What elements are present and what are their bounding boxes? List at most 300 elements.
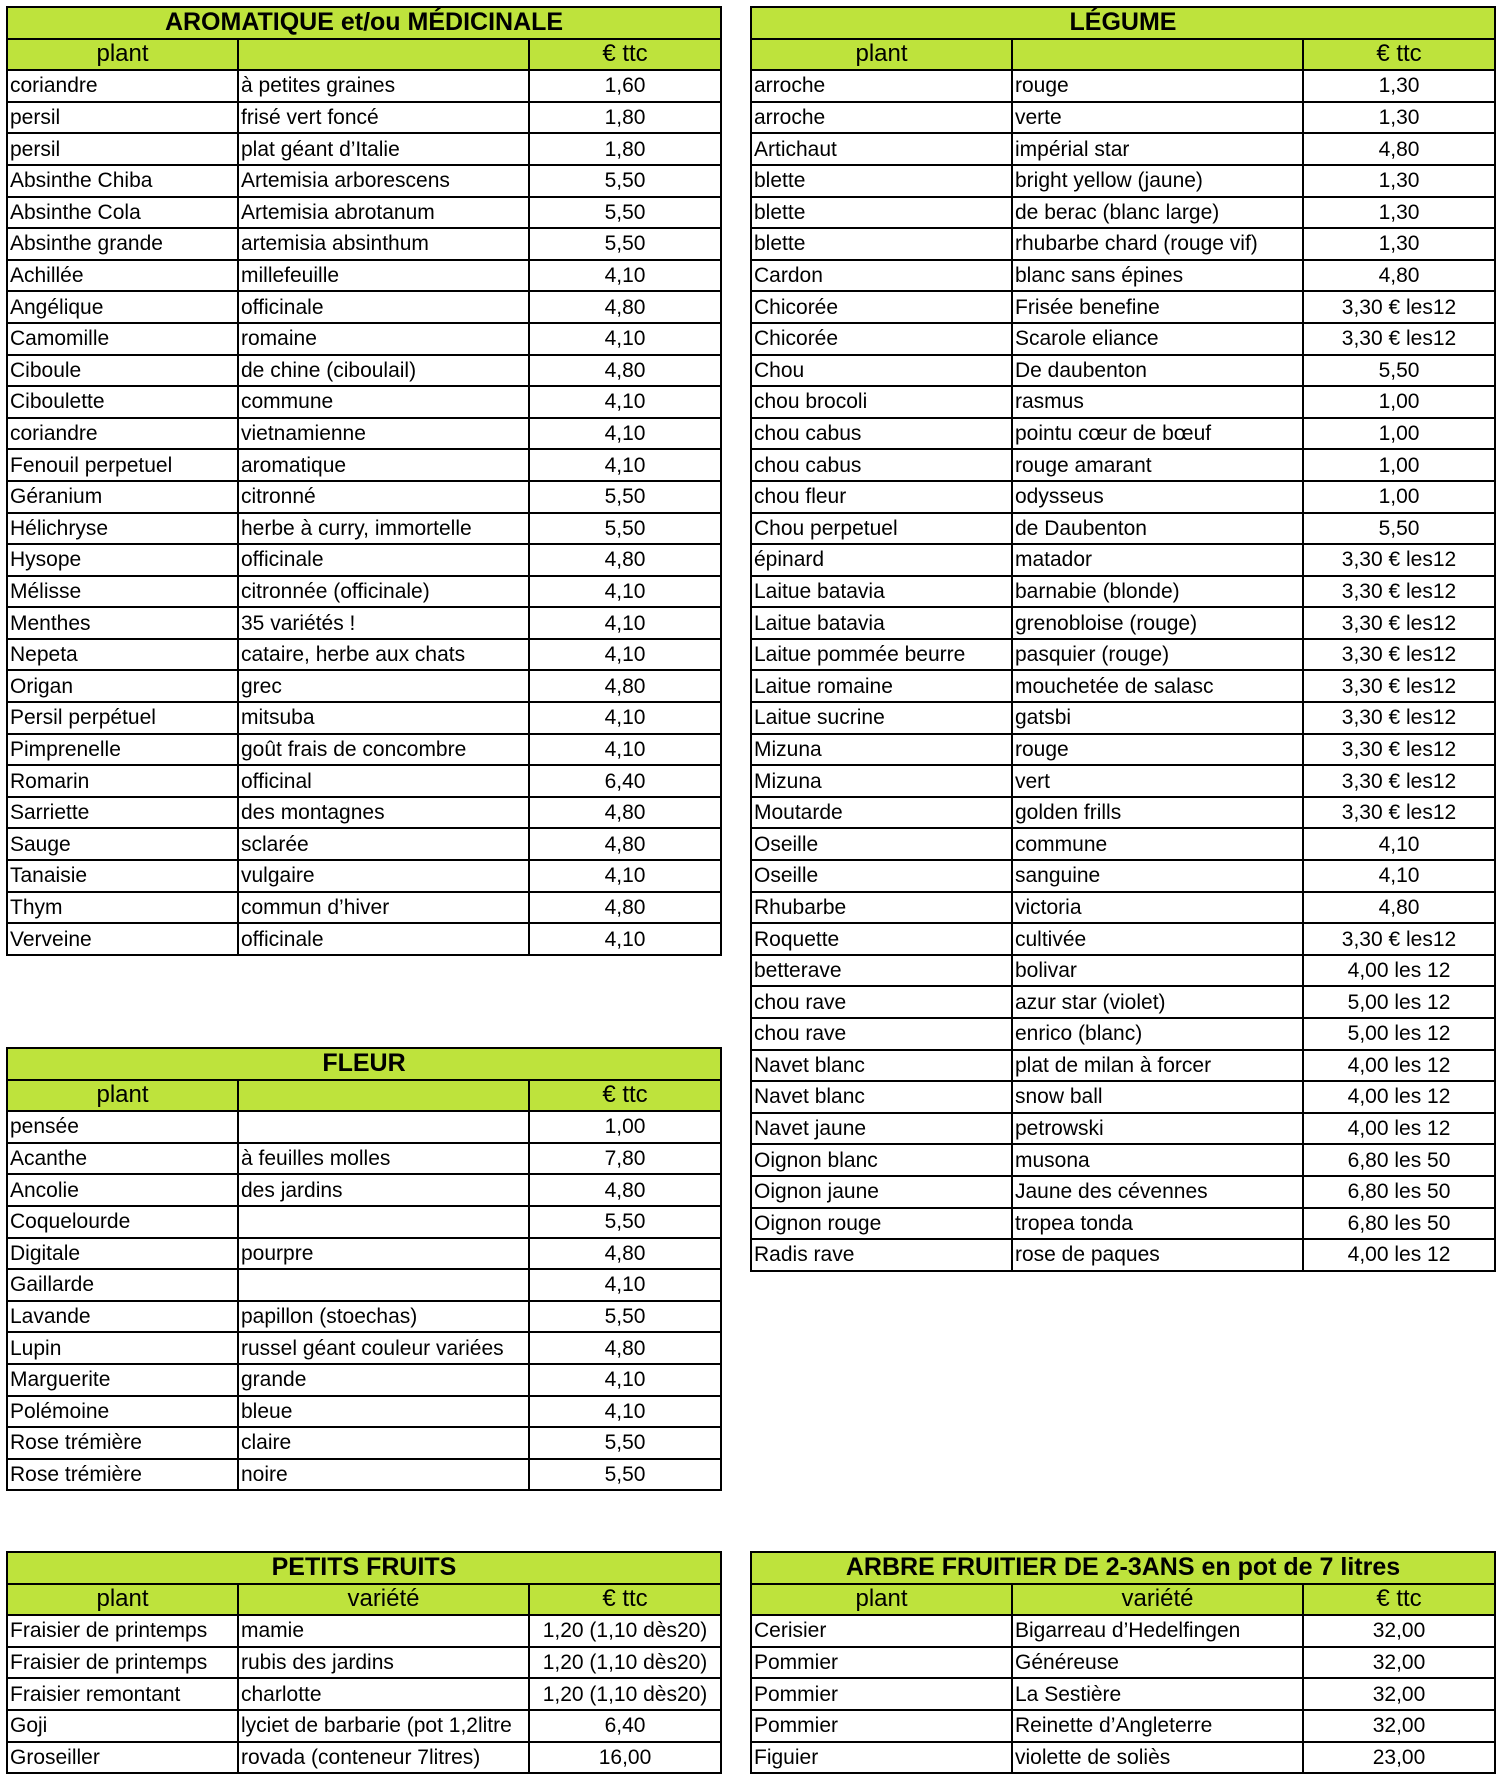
table-row	[751, 355, 1495, 387]
table-row	[751, 197, 1495, 229]
cell-variety: aromatique	[238, 449, 529, 481]
cell-price: 1,20 (1,10 dès20)	[529, 1678, 721, 1710]
cell-plant: Sarriette	[7, 797, 238, 829]
cell-variety: mitsuba	[238, 702, 529, 734]
table-row	[7, 1364, 721, 1396]
cell-variety: 35 variétés !	[238, 607, 529, 639]
table-row	[7, 1269, 721, 1301]
cell-variety: cultivée	[1012, 923, 1303, 955]
header-price: € ttc	[1303, 39, 1495, 71]
cell-variety	[238, 1111, 529, 1143]
cell-price: 1,30	[1303, 197, 1495, 229]
cell-variety: impérial star	[1012, 133, 1303, 165]
cell-price: 4,10	[1303, 860, 1495, 892]
cell-price: 3,30 € les12	[1303, 670, 1495, 702]
cell-plant: persil	[7, 133, 238, 165]
cell-variety: musona	[1012, 1144, 1303, 1176]
cell-variety: pourpre	[238, 1238, 529, 1270]
cell-price: 4,00 les 12	[1303, 1081, 1495, 1113]
table-row	[751, 797, 1495, 829]
table-row	[7, 1174, 721, 1206]
cell-plant: chou cabus	[751, 418, 1012, 450]
cell-plant: Polémoine	[7, 1396, 238, 1428]
table-row	[751, 1239, 1495, 1271]
table-row	[751, 228, 1495, 260]
table-row	[751, 481, 1495, 513]
table-row	[751, 323, 1495, 355]
table-row	[751, 1113, 1495, 1145]
table-row	[7, 165, 721, 197]
column-header-row	[751, 39, 1495, 71]
cell-variety: Frisée benefine	[1012, 291, 1303, 323]
cell-variety: blanc sans épines	[1012, 260, 1303, 292]
cell-price: 5,50	[529, 513, 721, 545]
cell-plant: Chou perpetuel	[751, 513, 1012, 545]
cell-plant: coriandre	[7, 418, 238, 450]
cell-price: 4,80	[529, 355, 721, 387]
cell-price: 4,80	[529, 1238, 721, 1270]
cell-price: 1,00	[529, 1111, 721, 1143]
cell-variety: plat géant d’Italie	[238, 133, 529, 165]
table-row	[7, 1742, 721, 1774]
table-row	[7, 133, 721, 165]
cell-variety: commun d’hiver	[238, 892, 529, 924]
table-row	[7, 607, 721, 639]
table-row	[751, 513, 1495, 545]
header-variety: variété	[238, 1584, 529, 1616]
cell-price: 4,00 les 12	[1303, 1113, 1495, 1145]
cell-price: 4,10	[529, 860, 721, 892]
cell-variety: grec	[238, 670, 529, 702]
cell-variety: mamie	[238, 1615, 529, 1647]
cell-price: 5,50	[529, 1301, 721, 1333]
cell-price: 5,00 les 12	[1303, 1018, 1495, 1050]
table-row	[751, 1208, 1495, 1240]
cell-price: 6,40	[529, 765, 721, 797]
cell-variety: rubis des jardins	[238, 1647, 529, 1679]
cell-plant: blette	[751, 228, 1012, 260]
cell-plant: Mizuna	[751, 734, 1012, 766]
header-plant: plant	[7, 1584, 238, 1616]
cell-variety: des jardins	[238, 1174, 529, 1206]
cell-variety: officinale	[238, 923, 529, 955]
cell-variety: petrowski	[1012, 1113, 1303, 1145]
cell-price: 1,20 (1,10 dès20)	[529, 1647, 721, 1679]
cell-variety: bright yellow (jaune)	[1012, 165, 1303, 197]
table-row	[751, 702, 1495, 734]
cell-price: 6,80 les 50	[1303, 1208, 1495, 1240]
cell-plant: Pommier	[751, 1647, 1012, 1679]
cell-plant: Roquette	[751, 923, 1012, 955]
table-row	[751, 70, 1495, 102]
table-row	[7, 513, 721, 545]
cell-price: 4,80	[1303, 892, 1495, 924]
cell-price: 32,00	[1303, 1678, 1495, 1710]
cell-variety: Artemisia arborescens	[238, 165, 529, 197]
cell-variety: goût frais de concombre	[238, 734, 529, 766]
cell-plant: Fenouil perpetuel	[7, 449, 238, 481]
table-row	[7, 449, 721, 481]
cell-price: 6,40	[529, 1710, 721, 1742]
cell-plant: Chicorée	[751, 323, 1012, 355]
table-row	[751, 639, 1495, 671]
cell-plant: Figuier	[751, 1742, 1012, 1774]
cell-variety	[238, 1206, 529, 1238]
cell-variety: enrico (blanc)	[1012, 1018, 1303, 1050]
table-row	[7, 639, 721, 671]
table-row	[7, 1111, 721, 1143]
cell-price: 3,30 € les12	[1303, 734, 1495, 766]
section-title: PETITS FRUITS	[7, 1552, 721, 1584]
cell-plant: Marguerite	[7, 1364, 238, 1396]
header-price: € ttc	[529, 1080, 721, 1112]
cell-variety: de chine (ciboulail)	[238, 355, 529, 387]
cell-plant: Oignon jaune	[751, 1176, 1012, 1208]
aromatique-table	[6, 6, 722, 956]
cell-price: 23,00	[1303, 1742, 1495, 1774]
cell-variety: gatsbi	[1012, 702, 1303, 734]
cell-variety: de Daubenton	[1012, 513, 1303, 545]
cell-price: 5,50	[529, 1427, 721, 1459]
cell-plant: chou cabus	[751, 449, 1012, 481]
cell-price: 1,30	[1303, 165, 1495, 197]
cell-plant: Tanaisie	[7, 860, 238, 892]
table-row	[7, 70, 721, 102]
cell-price: 4,10	[529, 923, 721, 955]
section-title: LÉGUME	[751, 7, 1495, 39]
cell-plant: Absinthe Chiba	[7, 165, 238, 197]
header-variety	[238, 39, 529, 71]
cell-price: 4,00 les 12	[1303, 1050, 1495, 1082]
legume-table	[750, 6, 1496, 1272]
header-variety: variété	[1012, 1584, 1303, 1616]
cell-price: 4,80	[529, 828, 721, 860]
table-row	[751, 102, 1495, 134]
cell-plant: Pommier	[751, 1710, 1012, 1742]
cell-price: 4,10	[529, 607, 721, 639]
cell-variety: à petites graines	[238, 70, 529, 102]
header-plant: plant	[7, 1080, 238, 1112]
cell-variety: rouge	[1012, 70, 1303, 102]
cell-price: 4,10	[529, 1269, 721, 1301]
cell-variety: cataire, herbe aux chats	[238, 639, 529, 671]
table-row	[7, 1459, 721, 1491]
cell-plant: Laitue romaine	[751, 670, 1012, 702]
cell-variety: tropea tonda	[1012, 1208, 1303, 1240]
cell-variety: Scarole eliance	[1012, 323, 1303, 355]
cell-price: 1,30	[1303, 70, 1495, 102]
table-row	[751, 1615, 1495, 1647]
cell-price: 4,80	[529, 544, 721, 576]
cell-variety: romaine	[238, 323, 529, 355]
cell-price: 4,10	[529, 323, 721, 355]
cell-variety: La Sestière	[1012, 1678, 1303, 1710]
petits-fruits-table	[6, 1551, 722, 1774]
table-row	[751, 607, 1495, 639]
cell-plant: Oseille	[751, 828, 1012, 860]
section-title-row	[751, 7, 1495, 39]
table-row	[7, 765, 721, 797]
cell-price: 4,10	[1303, 828, 1495, 860]
cell-variety: matador	[1012, 544, 1303, 576]
cell-variety: charlotte	[238, 1678, 529, 1710]
cell-price: 1,20 (1,10 dès20)	[529, 1615, 721, 1647]
cell-variety: à feuilles molles	[238, 1143, 529, 1175]
cell-plant: Mizuna	[751, 765, 1012, 797]
cell-plant: Rhubarbe	[751, 892, 1012, 924]
cell-variety: rose de paques	[1012, 1239, 1303, 1271]
cell-plant: Oignon blanc	[751, 1144, 1012, 1176]
cell-plant: pensée	[7, 1111, 238, 1143]
cell-price: 6,80 les 50	[1303, 1176, 1495, 1208]
cell-variety: plat de milan à forcer	[1012, 1050, 1303, 1082]
cell-price: 32,00	[1303, 1647, 1495, 1679]
cell-price: 4,10	[529, 702, 721, 734]
table-row	[7, 860, 721, 892]
table-row	[751, 734, 1495, 766]
cell-plant: Laitue batavia	[751, 607, 1012, 639]
cell-plant: betterave	[751, 955, 1012, 987]
cell-variety: officinale	[238, 291, 529, 323]
table-row	[751, 418, 1495, 450]
cell-price: 4,00 les 12	[1303, 1239, 1495, 1271]
cell-variety: De daubenton	[1012, 355, 1303, 387]
table-row	[751, 1081, 1495, 1113]
cell-variety: Généreuse	[1012, 1647, 1303, 1679]
cell-variety: citronné	[238, 481, 529, 513]
cell-plant: Laitue pommée beurre	[751, 639, 1012, 671]
column-header-row	[7, 1080, 721, 1112]
table-row	[751, 1678, 1495, 1710]
cell-variety: rhubarbe chard (rouge vif)	[1012, 228, 1303, 260]
cell-variety: rasmus	[1012, 386, 1303, 418]
cell-plant: Menthes	[7, 607, 238, 639]
table-row	[7, 1143, 721, 1175]
cell-plant: chou brocoli	[751, 386, 1012, 418]
cell-plant: Fraisier remontant	[7, 1678, 238, 1710]
table-row	[7, 797, 721, 829]
header-price: € ttc	[529, 1584, 721, 1616]
cell-price: 4,80	[1303, 260, 1495, 292]
table-row	[751, 923, 1495, 955]
cell-variety: golden frills	[1012, 797, 1303, 829]
cell-variety: rovada (conteneur 7litres)	[238, 1742, 529, 1774]
cell-plant: chou fleur	[751, 481, 1012, 513]
cell-price: 4,80	[529, 1174, 721, 1206]
table-row	[7, 1206, 721, 1238]
table-row	[7, 892, 721, 924]
table-row	[751, 1018, 1495, 1050]
cell-plant: Fraisier de printemps	[7, 1647, 238, 1679]
cell-plant: Romarin	[7, 765, 238, 797]
cell-variety: frisé vert foncé	[238, 102, 529, 134]
cell-plant: Origan	[7, 670, 238, 702]
table-row	[751, 449, 1495, 481]
cell-variety: vert	[1012, 765, 1303, 797]
header-plant: plant	[751, 1584, 1012, 1616]
cell-variety: bolivar	[1012, 955, 1303, 987]
cell-variety: pasquier (rouge)	[1012, 639, 1303, 671]
section-title: FLEUR	[7, 1048, 721, 1080]
table-row	[7, 670, 721, 702]
cell-price: 1,30	[1303, 102, 1495, 134]
cell-variety	[238, 1269, 529, 1301]
cell-variety: grande	[238, 1364, 529, 1396]
table-row	[7, 576, 721, 608]
cell-price: 16,00	[529, 1742, 721, 1774]
table-row	[7, 228, 721, 260]
cell-variety: azur star (violet)	[1012, 986, 1303, 1018]
table-row	[7, 481, 721, 513]
cell-variety: Reinette d’Angleterre	[1012, 1710, 1303, 1742]
cell-price: 4,10	[529, 386, 721, 418]
header-plant: plant	[751, 39, 1012, 71]
cell-price: 1,60	[529, 70, 721, 102]
cell-plant: Oseille	[751, 860, 1012, 892]
cell-price: 3,30 € les12	[1303, 544, 1495, 576]
cell-price: 3,30 € les12	[1303, 607, 1495, 639]
cell-plant: Artichaut	[751, 133, 1012, 165]
cell-plant: Radis rave	[751, 1239, 1012, 1271]
cell-variety: Artemisia abrotanum	[238, 197, 529, 229]
cell-plant: Acanthe	[7, 1143, 238, 1175]
table-row	[751, 1742, 1495, 1774]
cell-price: 1,30	[1303, 228, 1495, 260]
table-row	[751, 986, 1495, 1018]
cell-price: 3,30 € les12	[1303, 765, 1495, 797]
cell-price: 1,00	[1303, 449, 1495, 481]
cell-price: 3,30 € les12	[1303, 323, 1495, 355]
cell-variety: grenobloise (rouge)	[1012, 607, 1303, 639]
header-variety	[238, 1080, 529, 1112]
cell-plant: Navet blanc	[751, 1081, 1012, 1113]
cell-variety: papillon (stoechas)	[238, 1301, 529, 1333]
table-row	[7, 1396, 721, 1428]
cell-plant: Lavande	[7, 1301, 238, 1333]
header-price: € ttc	[529, 39, 721, 71]
cell-plant: Goji	[7, 1710, 238, 1742]
table-row	[7, 1301, 721, 1333]
table-row	[751, 133, 1495, 165]
column-header-row	[751, 1584, 1495, 1616]
cell-plant: Absinthe grande	[7, 228, 238, 260]
cell-plant: Mélisse	[7, 576, 238, 608]
cell-price: 3,30 € les12	[1303, 923, 1495, 955]
cell-price: 4,10	[529, 1396, 721, 1428]
cell-price: 5,50	[1303, 355, 1495, 387]
cell-price: 4,10	[529, 639, 721, 671]
cell-variety: bleue	[238, 1396, 529, 1428]
section-title-row	[751, 1552, 1495, 1584]
cell-price: 32,00	[1303, 1710, 1495, 1742]
header-plant: plant	[7, 39, 238, 71]
cell-plant: Oignon rouge	[751, 1208, 1012, 1240]
cell-price: 5,50	[529, 1459, 721, 1491]
cell-plant: Nepeta	[7, 639, 238, 671]
table-row	[7, 828, 721, 860]
cell-price: 5,00 les 12	[1303, 986, 1495, 1018]
cell-plant: Lupin	[7, 1332, 238, 1364]
table-row	[751, 576, 1495, 608]
cell-variety: barnabie (blonde)	[1012, 576, 1303, 608]
cell-plant: Rose trémière	[7, 1427, 238, 1459]
cell-plant: Thym	[7, 892, 238, 924]
table-row	[7, 102, 721, 134]
table-row	[7, 260, 721, 292]
table-row	[751, 291, 1495, 323]
cell-variety: commune	[1012, 828, 1303, 860]
table-row	[7, 1647, 721, 1679]
cell-variety: herbe à curry, immortelle	[238, 513, 529, 545]
cell-plant: Pimprenelle	[7, 734, 238, 766]
cell-price: 1,00	[1303, 386, 1495, 418]
cell-price: 3,30 € les12	[1303, 291, 1495, 323]
cell-variety: lyciet de barbarie (pot 1,2litre	[238, 1710, 529, 1742]
cell-price: 3,30 € les12	[1303, 702, 1495, 734]
cell-price: 5,50	[529, 481, 721, 513]
cell-price: 6,80 les 50	[1303, 1144, 1495, 1176]
table-row	[751, 386, 1495, 418]
cell-variety: victoria	[1012, 892, 1303, 924]
table-row	[751, 955, 1495, 987]
cell-price: 4,10	[529, 418, 721, 450]
cell-variety: mouchetée de salasc	[1012, 670, 1303, 702]
cell-price: 1,00	[1303, 418, 1495, 450]
cell-variety: odysseus	[1012, 481, 1303, 513]
cell-plant: blette	[751, 165, 1012, 197]
cell-plant: Coquelourde	[7, 1206, 238, 1238]
cell-plant: Camomille	[7, 323, 238, 355]
cell-price: 4,80	[529, 670, 721, 702]
cell-variety: sclarée	[238, 828, 529, 860]
cell-variety: officinale	[238, 544, 529, 576]
table-row	[7, 1615, 721, 1647]
cell-plant: Gaillarde	[7, 1269, 238, 1301]
table-row	[751, 1647, 1495, 1679]
cell-plant: Achillée	[7, 260, 238, 292]
section-title-row	[7, 7, 721, 39]
cell-price: 4,80	[529, 291, 721, 323]
cell-price: 4,10	[529, 576, 721, 608]
cell-variety: Bigarreau d’Hedelfingen	[1012, 1615, 1303, 1647]
cell-plant: Absinthe Cola	[7, 197, 238, 229]
cell-price: 4,10	[529, 734, 721, 766]
cell-price: 5,50	[529, 197, 721, 229]
table-row	[751, 1710, 1495, 1742]
cell-price: 1,00	[1303, 481, 1495, 513]
cell-plant: persil	[7, 102, 238, 134]
cell-price: 1,80	[529, 102, 721, 134]
section-title-row	[7, 1048, 721, 1080]
cell-plant: Ciboulette	[7, 386, 238, 418]
table-row	[7, 355, 721, 387]
cell-variety: de berac (blanc large)	[1012, 197, 1303, 229]
cell-plant: Chou	[751, 355, 1012, 387]
cell-plant: épinard	[751, 544, 1012, 576]
cell-plant: Fraisier de printemps	[7, 1615, 238, 1647]
cell-price: 32,00	[1303, 1615, 1495, 1647]
table-row	[7, 702, 721, 734]
table-row	[7, 1710, 721, 1742]
cell-variety: Jaune des cévennes	[1012, 1176, 1303, 1208]
cell-plant: coriandre	[7, 70, 238, 102]
cell-price: 3,30 € les12	[1303, 797, 1495, 829]
cell-variety: russel géant couleur variées	[238, 1332, 529, 1364]
cell-plant: Verveine	[7, 923, 238, 955]
cell-plant: Angélique	[7, 291, 238, 323]
cell-price: 5,50	[1303, 513, 1495, 545]
cell-plant: Sauge	[7, 828, 238, 860]
